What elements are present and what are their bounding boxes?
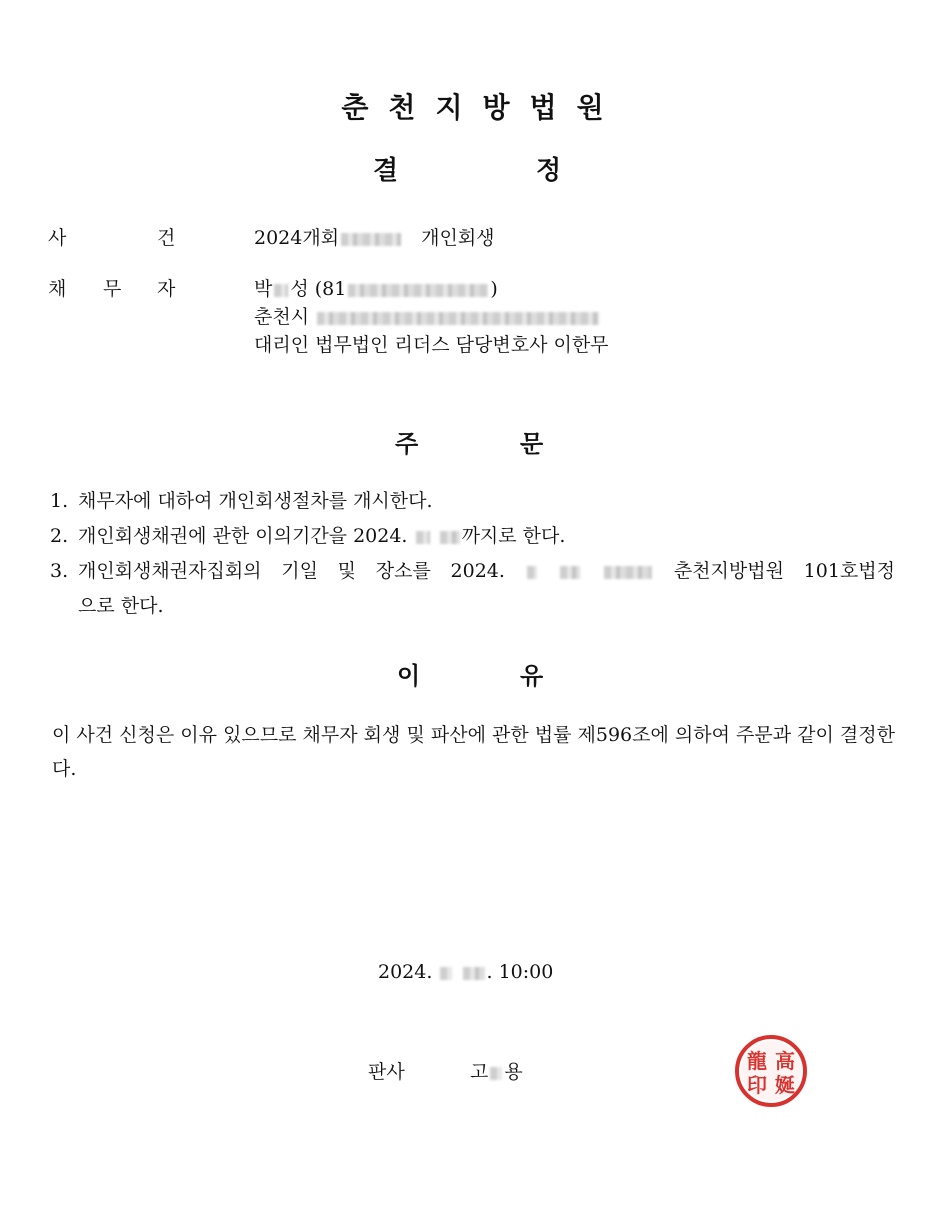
case-number [254,223,495,253]
order-text-3-after: 춘천지방법원 101호법정 [673,560,895,582]
judge-name [470,1057,523,1087]
judge-title: 판사 [368,1061,405,1083]
redacted-address [317,312,599,325]
case-type: 개인회생 [421,227,495,249]
reason-heading-right: 유 [520,662,544,690]
order-num-1: 1. [50,490,69,512]
debtor-address-line [254,302,601,332]
reason-text: 이 사건 신청은 이유 있으므로 채무자 회생 및 파산에 관한 법률 제596조에 의하여 주문과 같이 결정한다. [52,724,895,780]
court-name: 춘천지방법원 [341,91,624,124]
debtor-agent: 대리인 법무법인 리더스 담당변호사 이한무 [254,334,609,356]
redacted-date-day [463,967,485,980]
redacted-time-2 [604,566,652,579]
reason-heading-left: 이 [397,662,421,690]
order-item-2 [50,519,895,553]
debtor-id-prefix: (81 [314,278,347,300]
redacted-id [348,284,488,297]
redacted-date-month [440,967,452,980]
redacted-day-2 [560,566,580,579]
debtor-label-2: 무 [103,278,122,300]
order-item-3 [50,554,895,588]
seal-char-4: 娫 [775,1073,795,1097]
doc-title-left: 결 [373,156,399,186]
case-label-left: 사 [48,227,67,249]
doc-title-right: 정 [536,156,562,186]
date-year: 2024. [378,961,433,983]
order-num-3: 3. [50,560,69,582]
order-heading-right: 문 [520,430,544,458]
order-item-3-continuation: 으로 한다. [78,595,164,617]
redacted-month-2 [527,566,537,579]
redacted-name [274,284,288,297]
redacted-case-number [341,233,401,246]
order-text-2-before: 개인회생채권에 관한 이의기간을 2024. [78,525,408,547]
debtor-label-3: 자 [157,278,176,300]
date-time: 10:00 [498,961,554,983]
redacted-judge-name [490,1067,502,1080]
debtor-name-first: 박 [254,278,273,300]
order-text-2-after: 까지로 한다. [461,525,566,547]
debtor-address-prefix: 춘천시 [254,306,310,328]
judge-name-first: 고 [470,1061,489,1083]
debtor-id-suffix: ) [490,278,498,300]
seal-char-2: 高 [775,1049,795,1073]
seal-char-3: 印 [747,1073,767,1097]
redacted-day [440,531,460,544]
decision-date: 2024. . 10:00 [378,961,554,983]
order-num-2: 2. [50,525,69,547]
judge-name-last: 용 [504,1061,523,1083]
debtor-name-last: 성 [290,278,309,300]
case-label-right: 건 [157,227,176,249]
order-heading-left: 주 [395,430,419,458]
order-text-3-before: 개인회생채권자집회의 기일 및 장소를 2024. [78,560,505,582]
order-text-1: 채무자에 대하여 개인회생절차를 개시한다. [78,490,433,512]
debtor-label-1: 채 [48,278,67,300]
order-item-1 [50,484,895,518]
case-number-prefix: 2024개회 [254,227,340,249]
judge-seal [734,1034,808,1108]
redacted-month [416,531,430,544]
debtor-name-line [254,274,498,304]
seal-char-1: 龍 [747,1049,767,1073]
